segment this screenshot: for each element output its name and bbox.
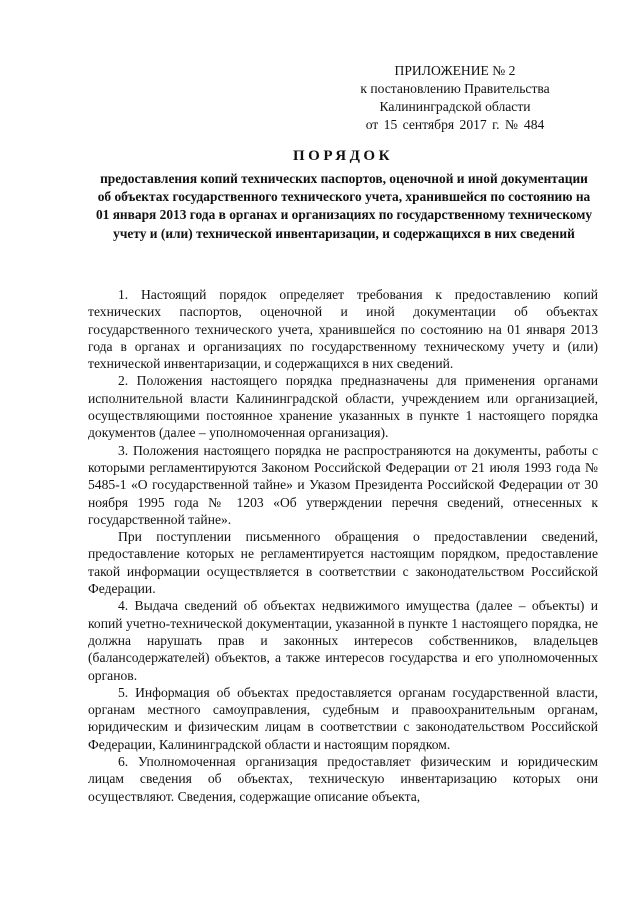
paragraph-1: 1. Настоящий порядок определяет требования к предоставлению копий технических паспортов, оценочной и иной документации об объектах государственного технического учета, хранившейся по состоянию на 01 января 2013 года в органах и организациях по государственному техническому учету и (или) технической инвентаризации, и содержащихся в них сведений. <box>88 287 598 372</box>
annex-number: 484 <box>523 117 545 132</box>
paragraph-6: 6. Уполномоченная организация предоставляет физическим и юридическим лицам сведения об объектах, техническую инвентаризацию которых они осуществляют. Сведения, содержащие описание объекта, <box>88 754 598 804</box>
annex-date-line <box>330 116 580 134</box>
document-title: ПОРЯДОК <box>293 148 393 164</box>
document-body <box>88 286 598 805</box>
annex-date: от 15 сентября 2017 г. № <box>365 117 518 132</box>
paragraph-3: 3. Положения настоящего порядка не распространяются на документы, работы с которыми регламентируются Законом Российской Федерации от 21 июля 1993 года № 5485-1 «О государственной тайне» и Указом Президента Российской Федерации от 30 ноября 1995 года № 1203 «Об утверждении перечня сведений, отнесенных к государственной тайне». <box>88 442 598 527</box>
annex-decree-line: к постановлению Правительства <box>360 81 550 96</box>
annex-header <box>330 62 580 134</box>
paragraph-2: 2. Положения настоящего порядка предназначены для применения органами исполнительной власти Калининградской области, учреждением или организацией, осуществляющими постоянное хранение указанных в пункте 1 настоящего порядка документов (далее – уполномоченная организация). <box>88 373 598 441</box>
document-subtitle: предоставления копий технических паспортов, оценочной и иной документации об объектах государственного технического учета, хранившейся по состоянию на 01 января 2013 года в органах и организациях по государственному техническому учету и (или) технической инвентаризации, и содержащихся в них сведений <box>95 171 593 241</box>
annex-title: ПРИЛОЖЕНИЕ № 2 <box>394 63 516 78</box>
annex-region-line: Калининградской области <box>379 99 531 114</box>
paragraph-5: 5. Информация об объектах предоставляется органам государственной власти, органам местного самоуправления, судебным и правоохранительным органам, юридическим и физическим лицам в соответствии с законодательством Российской Федерации, Калининградской области и настоящим порядком. <box>88 684 598 752</box>
paragraph-4: 4. Выдача сведений об объектах недвижимого имущества (далее – объекты) и копий учетно-технической документации, указанной в пункте 1 настоящего порядка, не должна нарушать прав и законных интересов собственников, владельцев (балансодержателей) объектов, а также интересов государства и его уполномоченных органов. <box>88 598 598 683</box>
paragraph-3-continuation: При поступлении письменного обращения о предоставлении сведений, предоставление которых не регламентируется настоящим порядком, предоставление такой информации осуществляется в соответствии с законодательством Российской Федерации. <box>88 529 598 597</box>
